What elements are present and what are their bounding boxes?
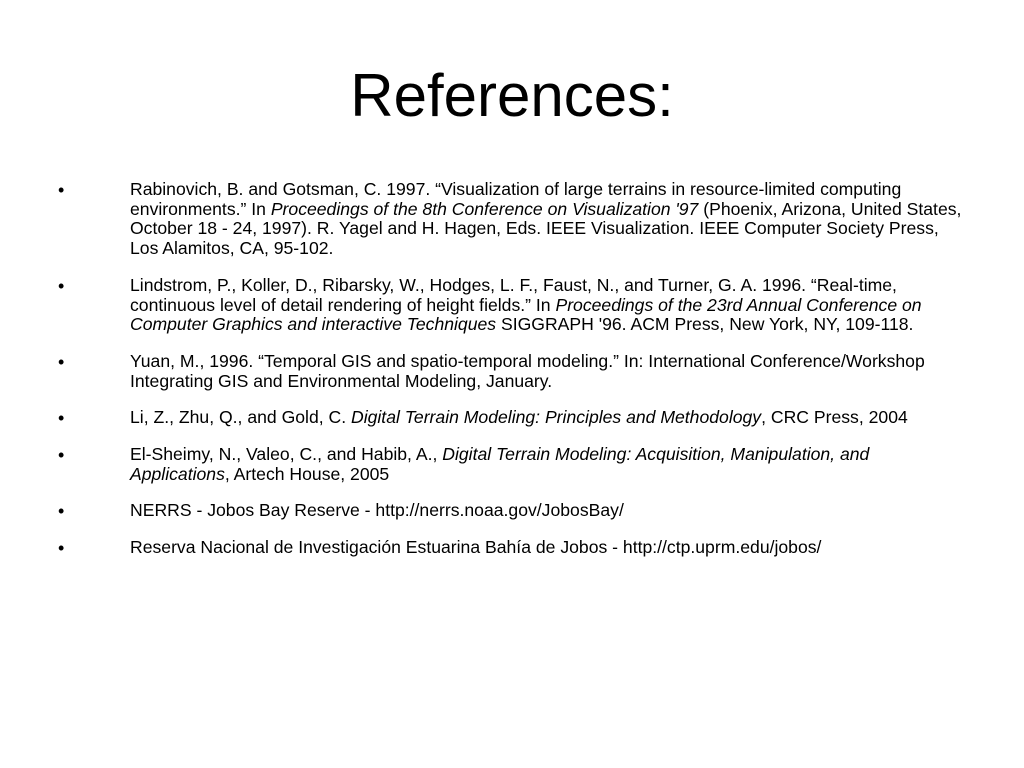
reference-source-title: Digital Terrain Modeling: Acquisition, Manipulation, and Applications	[130, 444, 870, 484]
bullet-icon: •	[58, 180, 65, 200]
reference-details: , Artech House, 2005	[224, 463, 390, 484]
reference-item	[0, 180, 1024, 259]
reference-authors: Rabinovich, B. and Gotsman, C. 1997. “Visualization of large terrains in resource-limited computing environments.” In	[130, 179, 902, 219]
reference-text	[130, 408, 970, 428]
reference-item	[0, 408, 1024, 428]
bullet-icon: •	[58, 538, 65, 559]
reference-text	[130, 538, 970, 558]
reference-source-title: Digital Terrain Modeling: Principles and Methodology	[351, 407, 762, 428]
bullet-icon: •	[58, 351, 65, 372]
reference-details: (Phoenix, Arizona, United States, October 18 - 24, 1997). R. Yagel and H. Hagen, Eds. IEEE Visualization. IEEE Computer Society Press, Los Alamitos, CA, 95-102.	[130, 198, 962, 259]
reference-source-title: Proceedings of the 23rd Annual Conference on Computer Graphics and interactive Techniques	[130, 294, 922, 335]
reference-citation: Yuan, M., 1996. “Temporal GIS and spatio-temporal modeling.” In: International Conference/Workshop Integrating GIS and Environmental Modeling, January.	[130, 350, 925, 391]
reference-item	[0, 445, 1024, 484]
bullet-icon: •	[58, 445, 65, 466]
references-list	[0, 180, 1024, 575]
reference-details: , CRC Press, 2004	[761, 407, 908, 428]
reference-authors: Lindstrom, P., Koller, D., Ribarsky, W., Hodges, L. F., Faust, N., and Turner, G. A. 1996. “Real-time, continuous level of detail rendering of height fields.” In	[130, 274, 897, 315]
reference-item	[0, 501, 1024, 521]
reference-text	[130, 445, 970, 484]
reference-text	[130, 352, 970, 391]
reference-text	[130, 180, 970, 259]
reference-item	[0, 538, 1024, 558]
reference-citation: Reserva Nacional de Investigación Estuarina Bahía de Jobos - http://ctp.uprm.edu/jobos/	[130, 537, 822, 558]
reference-authors: El-Sheimy, N., Valeo, C., and Habib, A.,	[130, 444, 443, 465]
reference-authors: Li, Z., Zhu, Q., and Gold, C.	[130, 407, 351, 428]
reference-details: SIGGRAPH '96. ACM Press, New York, NY, 109-118.	[496, 314, 914, 335]
slide-title: References:	[350, 62, 674, 129]
reference-item	[0, 352, 1024, 391]
reference-text	[130, 501, 970, 521]
bullet-icon: •	[58, 501, 65, 522]
bullet-icon: •	[58, 408, 65, 429]
reference-item	[0, 276, 1024, 335]
reference-text	[130, 276, 970, 335]
reference-citation: NERRS - Jobos Bay Reserve - http://nerrs.noaa.gov/JobosBay/	[130, 500, 624, 521]
reference-source-title: Proceedings of the 8th Conference on Visualization '97	[270, 198, 699, 219]
bullet-icon: •	[58, 275, 65, 296]
